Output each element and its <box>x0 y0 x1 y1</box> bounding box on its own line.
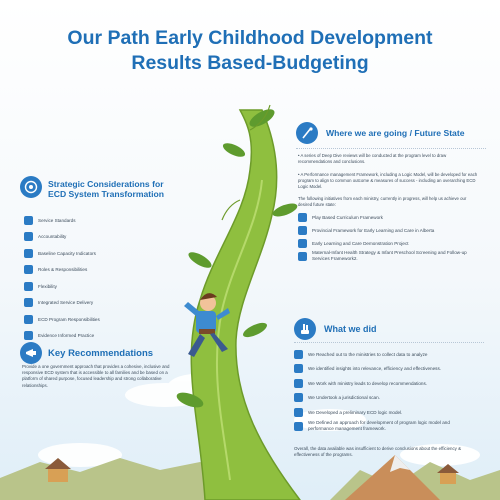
gear-icon <box>294 422 303 431</box>
list-item <box>294 391 474 406</box>
list-item <box>294 347 474 362</box>
bullet-dot: • <box>298 153 300 158</box>
list-item <box>24 245 174 262</box>
list-item-label: We Undertook a jurisdictional scan. <box>308 395 380 401</box>
list-item <box>294 376 474 391</box>
did-header <box>294 318 464 340</box>
list-item <box>294 362 474 377</box>
globe-icon <box>294 393 303 402</box>
title-line-2: Results Based-Budgeting <box>131 52 369 74</box>
document-icon <box>24 331 33 340</box>
list-item-label: We Reached out to the ministries to collect data to analyze <box>308 351 428 357</box>
list-item-label: Accountability <box>38 234 67 240</box>
strategic-heading <box>48 179 164 199</box>
list-item <box>24 295 174 312</box>
list-item-label: Baseline Capacity Indicators <box>38 250 96 256</box>
list-item <box>24 262 174 279</box>
list-item-label: Provincial Framework for Early Learning and Care in Alberta <box>312 228 435 233</box>
list-item-label: Play Based Curriculum Framework <box>312 215 383 220</box>
did-heading: What we did <box>324 324 377 334</box>
people-icon <box>24 265 33 274</box>
initiatives-list <box>298 211 483 266</box>
title-line-1: Our Path Early Childhood Development <box>67 27 433 49</box>
strategic-heading-line-2: ECD System Transformation <box>48 189 165 199</box>
divider <box>294 342 484 343</box>
target-icon <box>20 176 42 198</box>
arrows-icon <box>24 282 33 291</box>
future-heading: Where we are going / Future State <box>326 128 465 138</box>
hand-icon <box>294 318 316 340</box>
list-item <box>298 224 483 237</box>
magnifier-icon <box>294 364 303 373</box>
clipboard-icon <box>24 315 33 324</box>
list-item-label: Maternal-Infant Health Strategy & Infant Preschool Screening and Follow-up Services Framework2. <box>312 250 467 261</box>
list-item <box>294 420 474 440</box>
list-item-label: Roles & Responsibilities <box>38 267 88 273</box>
divider <box>296 148 486 149</box>
list-item <box>298 211 483 224</box>
did-list <box>294 347 474 440</box>
list-item-label: Flexibility <box>38 283 57 289</box>
list-item-label: We identified insights into relevance, efficiency and effectiveness. <box>308 366 442 372</box>
recommendations-heading: Key Recommendations <box>48 348 154 359</box>
document-icon <box>298 213 307 222</box>
network-icon <box>24 298 33 307</box>
document-icon <box>298 239 307 248</box>
handshake-icon <box>294 379 303 388</box>
list-item <box>298 237 483 250</box>
recommendations-header <box>20 342 190 364</box>
list-item-label: We Work with ministry leads to develop recommendations. <box>308 380 428 386</box>
future-header <box>296 122 496 144</box>
list-item-label: Evidence Informed Practice <box>38 333 95 339</box>
future-bullet <box>298 172 480 190</box>
recommendations-text: Provide a one government approach that provides a cohesive, inclusive and responsive ECD system that is accessible to all families and be based on a platform of shared purpose, focused leadership and strong collaborative relationships. <box>22 364 170 388</box>
megaphone-icon <box>20 342 42 364</box>
chart-icon <box>24 249 33 258</box>
strategic-heading-line-1: Strategic Considerations for <box>48 179 164 189</box>
list-item <box>24 311 174 328</box>
bullet-dot: • <box>298 172 300 177</box>
strategic-list <box>24 212 174 344</box>
beanstalk <box>175 105 300 500</box>
document-icon <box>298 226 307 235</box>
document-icon <box>298 252 307 261</box>
list-item-label: Early Learning and Care Demonstration Project <box>312 241 409 246</box>
list-item-label: Service Standards <box>38 217 76 223</box>
strategic-header <box>20 176 200 200</box>
flowchart-icon <box>294 408 303 417</box>
checklist-icon <box>24 216 33 225</box>
list-item <box>24 229 174 246</box>
list-item-label: We Defined an approach for development of program logic model and performance management framework. <box>308 419 450 431</box>
list-item <box>294 405 474 420</box>
list-item-label: We Developed a preliminary ECD logic model. <box>308 409 403 415</box>
inbox-icon <box>294 350 303 359</box>
list-item <box>24 278 174 295</box>
scale-icon <box>24 232 33 241</box>
did-closing: Overall, the data available was insufficient to derive conclusions about the efficiency & effectiveness of the programs. <box>294 446 462 458</box>
list-item <box>24 212 174 229</box>
list-item-label: ECD Program Responsibilities <box>38 316 100 322</box>
future-bullet <box>298 153 480 165</box>
list-item-label: Integrated Service Delivery <box>38 300 94 306</box>
future-intro: The following initiatives from each ministry, currently in progress, will help us achieve our desired future state: <box>298 196 467 207</box>
future-bullet-1: A series of Deep Dive reviews will be conducted at the program level to draw recommendations and conclusions. <box>298 153 447 164</box>
future-bullet-2: A Performance management Framework, including a Logic Model, will be developed for each program to align to common outcome & measures of success - including an overarching ECD Logic Model. <box>298 172 478 189</box>
list-item <box>298 250 483 266</box>
path-icon <box>296 122 318 144</box>
